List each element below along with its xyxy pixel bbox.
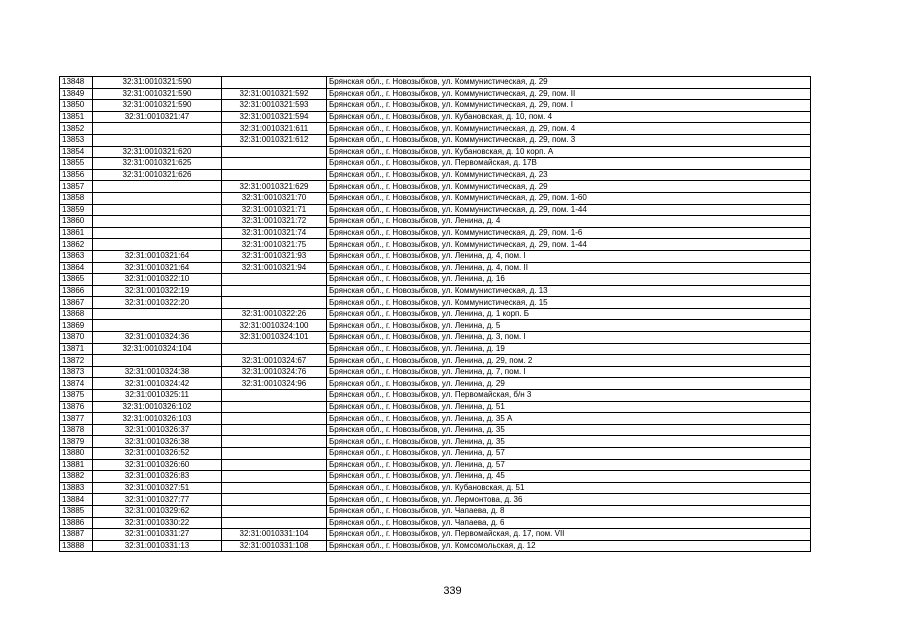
premises-cadastral-number-cell: 32:31:0010331:108 — [222, 540, 327, 552]
premises-cadastral-number-cell: 32:31:0010324:100 — [222, 320, 327, 332]
row-number-cell: 13886 — [60, 517, 93, 529]
address-cell: Брянская обл., г. Новозыбков, ул. Коммунистическая, д. 23 — [327, 169, 811, 181]
row-number-cell: 13858 — [60, 192, 93, 204]
premises-cadastral-number-cell — [222, 297, 327, 309]
table-row — [60, 204, 811, 216]
premises-cadastral-number-cell — [222, 436, 327, 448]
cadastral-number-cell — [93, 227, 222, 239]
property-register-table — [59, 76, 811, 552]
row-number-cell: 13860 — [60, 216, 93, 228]
row-number-cell: 13849 — [60, 88, 93, 100]
row-number-cell: 13880 — [60, 448, 93, 460]
address-cell: Брянская обл., г. Новозыбков, ул. Первомайская, д. 17В — [327, 158, 811, 170]
row-number-cell: 13887 — [60, 529, 93, 541]
cadastral-number-cell: 32:31:0010327:51 — [93, 482, 222, 494]
table-row — [60, 169, 811, 181]
address-cell: Брянская обл., г. Новозыбков, ул. Ленина, д. 16 — [327, 274, 811, 286]
address-cell: Брянская обл., г. Новозыбков, ул. Ленина, д. 7, пом. I — [327, 366, 811, 378]
row-number-cell: 13882 — [60, 471, 93, 483]
address-cell: Брянская обл., г. Новозыбков, ул. Первомайская, б/н 3 — [327, 390, 811, 402]
cadastral-number-cell — [93, 192, 222, 204]
cadastral-number-cell: 32:31:0010321:620 — [93, 146, 222, 158]
cadastral-number-cell: 32:31:0010324:36 — [93, 332, 222, 344]
table-row — [60, 181, 811, 193]
row-number-cell: 13870 — [60, 332, 93, 344]
cadastral-number-cell: 32:31:0010326:60 — [93, 459, 222, 471]
cadastral-number-cell: 32:31:0010329:62 — [93, 505, 222, 517]
cadastral-number-cell — [93, 320, 222, 332]
cadastral-number-cell: 32:31:0010326:52 — [93, 448, 222, 460]
premises-cadastral-number-cell — [222, 343, 327, 355]
row-number-cell: 13865 — [60, 274, 93, 286]
row-number-cell: 13881 — [60, 459, 93, 471]
table-row — [60, 482, 811, 494]
row-number-cell: 13850 — [60, 100, 93, 112]
table-row — [60, 390, 811, 402]
table-row — [60, 459, 811, 471]
row-number-cell: 13853 — [60, 134, 93, 146]
premises-cadastral-number-cell — [222, 505, 327, 517]
cadastral-number-cell — [93, 181, 222, 193]
address-cell: Брянская обл., г. Новозыбков, ул. Ленина, д. 1 корп. Б — [327, 308, 811, 320]
row-number-cell: 13848 — [60, 77, 93, 89]
cadastral-number-cell — [93, 216, 222, 228]
premises-cadastral-number-cell — [222, 77, 327, 89]
premises-cadastral-number-cell: 32:31:0010321:93 — [222, 250, 327, 262]
premises-cadastral-number-cell: 32:31:0010321:593 — [222, 100, 327, 112]
address-cell: Брянская обл., г. Новозыбков, ул. Коммунистическая, д. 29, пом. II — [327, 88, 811, 100]
premises-cadastral-number-cell — [222, 448, 327, 460]
table-row — [60, 134, 811, 146]
premises-cadastral-number-cell — [222, 274, 327, 286]
row-number-cell: 13852 — [60, 123, 93, 135]
cadastral-number-cell: 32:31:0010321:64 — [93, 262, 222, 274]
row-number-cell: 13859 — [60, 204, 93, 216]
premises-cadastral-number-cell: 32:31:0010321:94 — [222, 262, 327, 274]
premises-cadastral-number-cell: 32:31:0010331:104 — [222, 529, 327, 541]
page-number: 339 — [443, 585, 462, 597]
premises-cadastral-number-cell: 32:31:0010321:72 — [222, 216, 327, 228]
address-cell: Брянская обл., г. Новозыбков, ул. Ленина, д. 51 — [327, 401, 811, 413]
address-cell: Брянская обл., г. Новозыбков, ул. Ленина, д. 29 — [327, 378, 811, 390]
row-number-cell: 13863 — [60, 250, 93, 262]
table-row — [60, 100, 811, 112]
address-cell: Брянская обл., г. Новозыбков, ул. Лермонтова, д. 36 — [327, 494, 811, 506]
premises-cadastral-number-cell — [222, 158, 327, 170]
address-cell: Брянская обл., г. Новозыбков, ул. Ленина, д. 4, пом. I — [327, 250, 811, 262]
premises-cadastral-number-cell: 32:31:0010321:612 — [222, 134, 327, 146]
premises-cadastral-number-cell — [222, 401, 327, 413]
cadastral-number-cell: 32:31:0010326:83 — [93, 471, 222, 483]
premises-cadastral-number-cell: 32:31:0010321:75 — [222, 239, 327, 251]
address-cell: Брянская обл., г. Новозыбков, ул. Ленина, д. 35 — [327, 436, 811, 448]
address-cell: Брянская обл., г. Новозыбков, ул. Коммунистическая, д. 15 — [327, 297, 811, 309]
cadastral-number-cell: 32:31:0010331:27 — [93, 529, 222, 541]
address-cell: Брянская обл., г. Новозыбков, ул. Коммунистическая, д. 29, пом. 1-44 — [327, 239, 811, 251]
row-number-cell: 13878 — [60, 424, 93, 436]
row-number-cell: 13871 — [60, 343, 93, 355]
premises-cadastral-number-cell — [222, 390, 327, 402]
address-cell: Брянская обл., г. Новозыбков, ул. Ленина, д. 45 — [327, 471, 811, 483]
row-number-cell: 13851 — [60, 111, 93, 123]
address-cell: Брянская обл., г. Новозыбков, ул. Ленина, д. 4 — [327, 216, 811, 228]
premises-cadastral-number-cell — [222, 285, 327, 297]
cadastral-number-cell: 32:31:0010321:590 — [93, 100, 222, 112]
premises-cadastral-number-cell — [222, 413, 327, 425]
table-row — [60, 355, 811, 367]
table-row — [60, 146, 811, 158]
premises-cadastral-number-cell: 32:31:0010321:71 — [222, 204, 327, 216]
table-row — [60, 424, 811, 436]
table-row — [60, 297, 811, 309]
premises-cadastral-number-cell: 32:31:0010324:96 — [222, 378, 327, 390]
table-row — [60, 285, 811, 297]
address-cell: Брянская обл., г. Новозыбков, ул. Ленина, д. 5 — [327, 320, 811, 332]
table-row — [60, 192, 811, 204]
row-number-cell: 13885 — [60, 505, 93, 517]
address-cell: Брянская обл., г. Новозыбков, ул. Ленина, д. 57 — [327, 459, 811, 471]
address-cell: Брянская обл., г. Новозыбков, ул. Коммунистическая, д. 29 — [327, 77, 811, 89]
table-row — [60, 378, 811, 390]
cadastral-number-cell: 32:31:0010330:22 — [93, 517, 222, 529]
table-row — [60, 366, 811, 378]
address-cell: Брянская обл., г. Новозыбков, ул. Чапаева, д. 8 — [327, 505, 811, 517]
cadastral-number-cell: 32:31:0010321:64 — [93, 250, 222, 262]
table-row — [60, 494, 811, 506]
row-number-cell: 13861 — [60, 227, 93, 239]
cadastral-number-cell: 32:31:0010326:38 — [93, 436, 222, 448]
table-row — [60, 308, 811, 320]
cadastral-number-cell: 32:31:0010325:11 — [93, 390, 222, 402]
address-cell: Брянская обл., г. Новозыбков, ул. Ленина, д. 35 — [327, 424, 811, 436]
row-number-cell: 13883 — [60, 482, 93, 494]
row-number-cell: 13872 — [60, 355, 93, 367]
table-row — [60, 436, 811, 448]
table-row — [60, 540, 811, 552]
cadastral-number-cell: 32:31:0010327:77 — [93, 494, 222, 506]
table-row — [60, 320, 811, 332]
row-number-cell: 13862 — [60, 239, 93, 251]
premises-cadastral-number-cell: 32:31:0010322:26 — [222, 308, 327, 320]
premises-cadastral-number-cell: 32:31:0010321:629 — [222, 181, 327, 193]
row-number-cell: 13867 — [60, 297, 93, 309]
row-number-cell: 13879 — [60, 436, 93, 448]
address-cell: Брянская обл., г. Новозыбков, ул. Кубановская, д. 51 — [327, 482, 811, 494]
address-cell: Брянская обл., г. Новозыбков, ул. Ленина, д. 35 А — [327, 413, 811, 425]
premises-cadastral-number-cell — [222, 482, 327, 494]
table-row — [60, 401, 811, 413]
row-number-cell: 13888 — [60, 540, 93, 552]
table-row — [60, 517, 811, 529]
cadastral-number-cell: 32:31:0010321:590 — [93, 77, 222, 89]
address-cell: Брянская обл., г. Новозыбков, ул. Коммунистическая, д. 29, пом. 1-6 — [327, 227, 811, 239]
cadastral-number-cell: 32:31:0010326:103 — [93, 413, 222, 425]
table-row — [60, 343, 811, 355]
cadastral-number-cell — [93, 123, 222, 135]
address-cell: Брянская обл., г. Новозыбков, ул. Ленина, д. 3, пом. I — [327, 332, 811, 344]
premises-cadastral-number-cell: 32:31:0010321:70 — [222, 192, 327, 204]
cadastral-number-cell — [93, 355, 222, 367]
table-row — [60, 88, 811, 100]
cadastral-number-cell: 32:31:0010322:19 — [93, 285, 222, 297]
cadastral-number-cell: 32:31:0010324:104 — [93, 343, 222, 355]
table-row — [60, 77, 811, 89]
table-row — [60, 158, 811, 170]
address-cell: Брянская обл., г. Новозыбков, ул. Ленина, д. 19 — [327, 343, 811, 355]
table-row — [60, 413, 811, 425]
premises-cadastral-number-cell — [222, 494, 327, 506]
table-row — [60, 216, 811, 228]
row-number-cell: 13877 — [60, 413, 93, 425]
table-row — [60, 332, 811, 344]
row-number-cell: 13868 — [60, 308, 93, 320]
address-cell: Брянская обл., г. Новозыбков, ул. Коммунистическая, д. 29 — [327, 181, 811, 193]
cadastral-number-cell: 32:31:0010324:42 — [93, 378, 222, 390]
cadastral-number-cell — [93, 204, 222, 216]
table-row — [60, 262, 811, 274]
table-row — [60, 274, 811, 286]
table-row — [60, 529, 811, 541]
address-cell: Брянская обл., г. Новозыбков, ул. Ленина, д. 57 — [327, 448, 811, 460]
premises-cadastral-number-cell — [222, 146, 327, 158]
cadastral-number-cell — [93, 134, 222, 146]
address-cell: Брянская обл., г. Новозыбков, ул. Кубановская, д. 10, пом. 4 — [327, 111, 811, 123]
premises-cadastral-number-cell: 32:31:0010321:594 — [222, 111, 327, 123]
table-row — [60, 250, 811, 262]
premises-cadastral-number-cell — [222, 517, 327, 529]
table-row — [60, 448, 811, 460]
cadastral-number-cell: 32:31:0010326:102 — [93, 401, 222, 413]
table-row — [60, 227, 811, 239]
row-number-cell: 13869 — [60, 320, 93, 332]
table-row — [60, 239, 811, 251]
address-cell: Брянская обл., г. Новозыбков, ул. Кубановская, д. 10 корп. А — [327, 146, 811, 158]
cadastral-number-cell: 32:31:0010321:590 — [93, 88, 222, 100]
address-cell: Брянская обл., г. Новозыбков, ул. Комсомольская, д. 12 — [327, 540, 811, 552]
table-row — [60, 111, 811, 123]
address-cell: Брянская обл., г. Новозыбков, ул. Чапаева, д. 6 — [327, 517, 811, 529]
row-number-cell: 13864 — [60, 262, 93, 274]
table-row — [60, 471, 811, 483]
cadastral-number-cell — [93, 239, 222, 251]
premises-cadastral-number-cell: 32:31:0010321:74 — [222, 227, 327, 239]
cadastral-number-cell: 32:31:0010326:37 — [93, 424, 222, 436]
premises-cadastral-number-cell — [222, 459, 327, 471]
row-number-cell: 13874 — [60, 378, 93, 390]
row-number-cell: 13866 — [60, 285, 93, 297]
row-number-cell: 13884 — [60, 494, 93, 506]
cadastral-number-cell: 32:31:0010321:626 — [93, 169, 222, 181]
premises-cadastral-number-cell — [222, 424, 327, 436]
row-number-cell: 13857 — [60, 181, 93, 193]
address-cell: Брянская обл., г. Новозыбков, ул. Коммунистическая, д. 29, пом. 4 — [327, 123, 811, 135]
premises-cadastral-number-cell — [222, 169, 327, 181]
cadastral-number-cell: 32:31:0010321:47 — [93, 111, 222, 123]
address-cell: Брянская обл., г. Новозыбков, ул. Первомайская, д. 17, пом. VII — [327, 529, 811, 541]
row-number-cell: 13855 — [60, 158, 93, 170]
premises-cadastral-number-cell: 32:31:0010324:101 — [222, 332, 327, 344]
premises-cadastral-number-cell: 32:31:0010321:611 — [222, 123, 327, 135]
address-cell: Брянская обл., г. Новозыбков, ул. Коммунистическая, д. 29, пом. 3 — [327, 134, 811, 146]
address-cell: Брянская обл., г. Новозыбков, ул. Коммунистическая, д. 29, пом. I — [327, 100, 811, 112]
cadastral-number-cell: 32:31:0010322:10 — [93, 274, 222, 286]
cadastral-number-cell: 32:31:0010331:13 — [93, 540, 222, 552]
table-row — [60, 505, 811, 517]
address-cell: Брянская обл., г. Новозыбков, ул. Коммунистическая, д. 13 — [327, 285, 811, 297]
cadastral-number-cell: 32:31:0010321:625 — [93, 158, 222, 170]
address-cell: Брянская обл., г. Новозыбков, ул. Ленина, д. 29, пом. 2 — [327, 355, 811, 367]
address-cell: Брянская обл., г. Новозыбков, ул. Коммунистическая, д. 29, пом. 1-60 — [327, 192, 811, 204]
premises-cadastral-number-cell: 32:31:0010321:592 — [222, 88, 327, 100]
address-cell: Брянская обл., г. Новозыбков, ул. Коммунистическая, д. 29, пом. 1-44 — [327, 204, 811, 216]
premises-cadastral-number-cell: 32:31:0010324:67 — [222, 355, 327, 367]
premises-cadastral-number-cell: 32:31:0010324:76 — [222, 366, 327, 378]
row-number-cell: 13876 — [60, 401, 93, 413]
row-number-cell: 13875 — [60, 390, 93, 402]
premises-cadastral-number-cell — [222, 471, 327, 483]
row-number-cell: 13854 — [60, 146, 93, 158]
cadastral-number-cell: 32:31:0010324:38 — [93, 366, 222, 378]
table-row — [60, 123, 811, 135]
cadastral-number-cell — [93, 308, 222, 320]
address-cell: Брянская обл., г. Новозыбков, ул. Ленина, д. 4, пом. II — [327, 262, 811, 274]
row-number-cell: 13873 — [60, 366, 93, 378]
row-number-cell: 13856 — [60, 169, 93, 181]
register-table-body — [60, 77, 811, 552]
cadastral-number-cell: 32:31:0010322:20 — [93, 297, 222, 309]
